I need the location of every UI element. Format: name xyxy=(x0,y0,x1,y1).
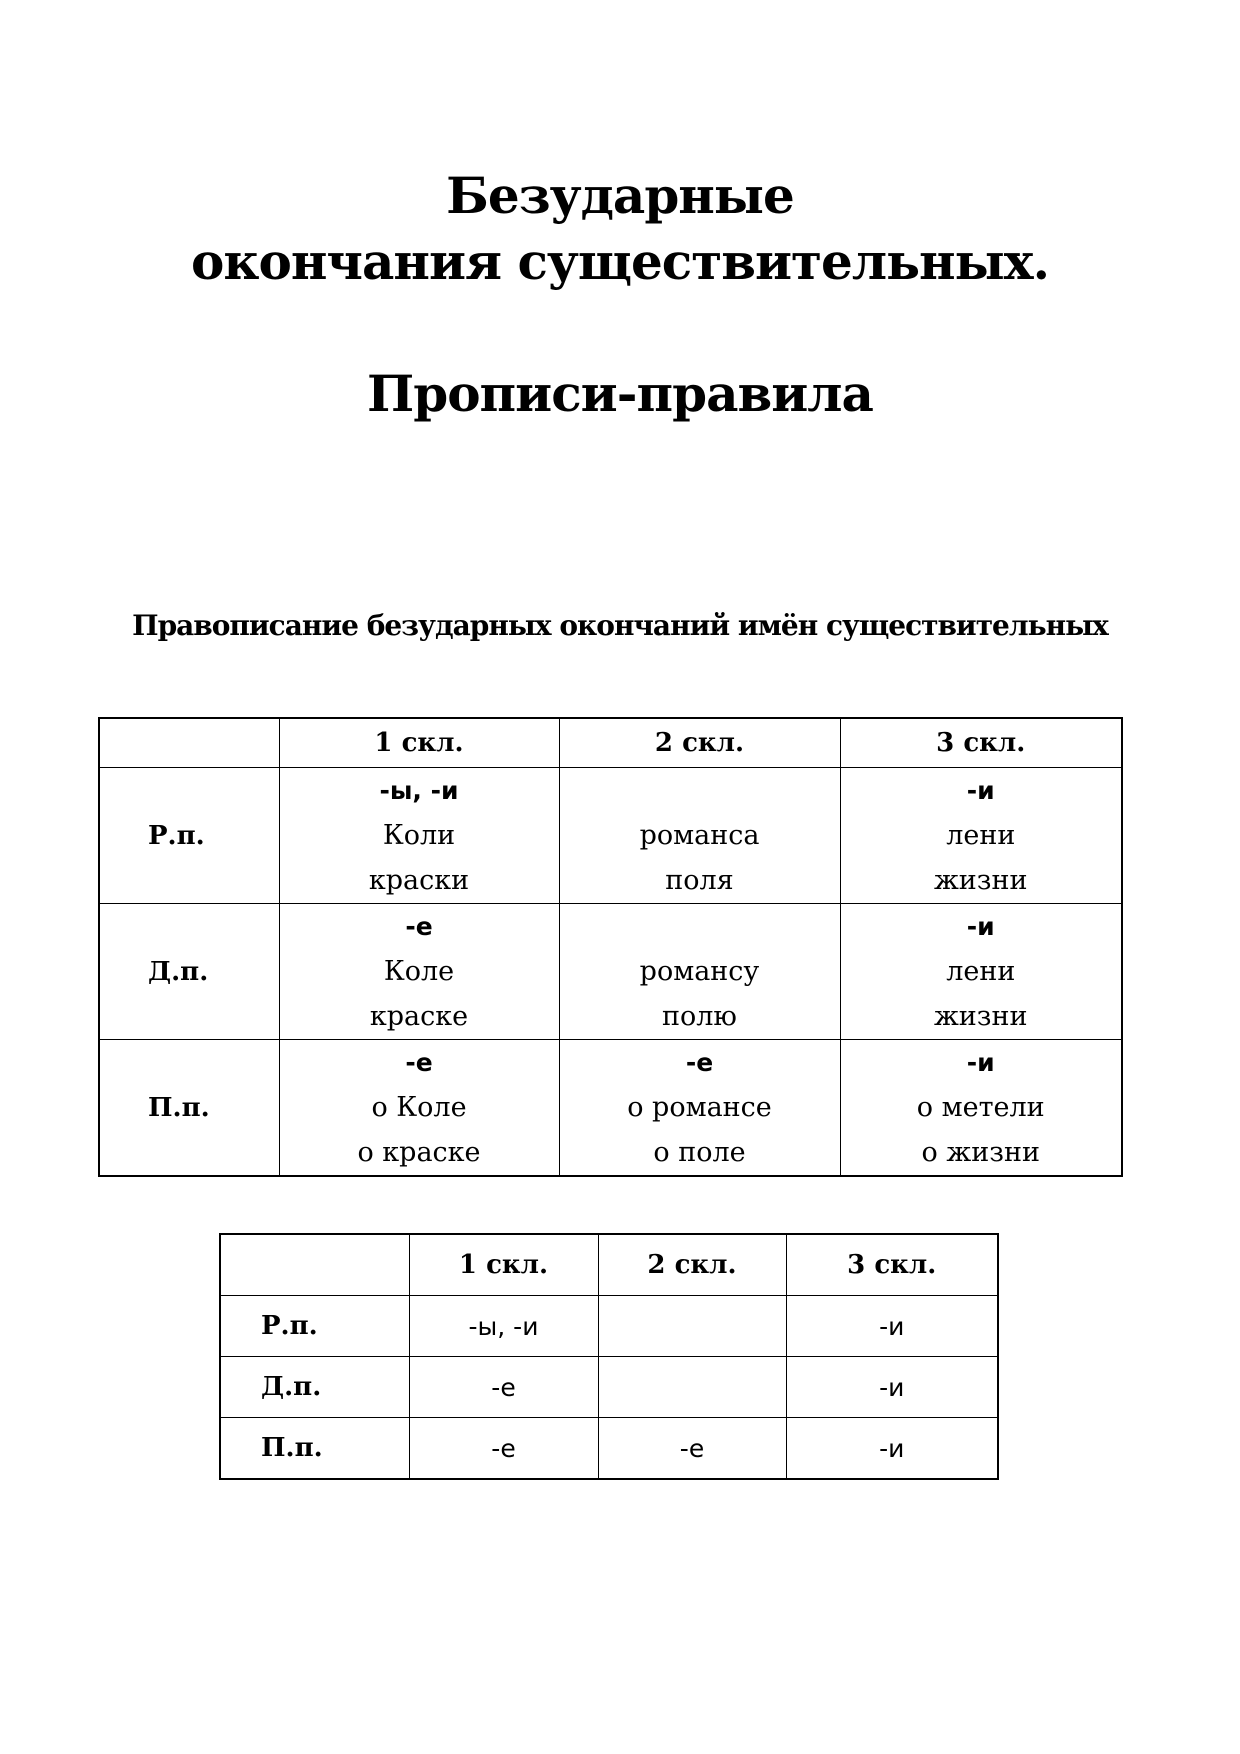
endings-summary-table xyxy=(219,1233,999,1480)
case-label: Р.п. xyxy=(220,1296,409,1357)
example-word: о Коле xyxy=(371,1092,467,1123)
case-label: П.п. xyxy=(99,1040,279,1177)
header-corner xyxy=(99,718,279,768)
ending-cell: -е xyxy=(409,1418,598,1480)
table-header-row xyxy=(99,718,1122,768)
ending-text: -е xyxy=(405,1048,433,1077)
table-cell xyxy=(559,768,840,904)
page-title-line-3: Прописи-правила xyxy=(367,364,873,423)
table-cell xyxy=(279,904,559,1040)
header-declension-2: 2 скл. xyxy=(598,1234,786,1296)
section-subtitle: Правописание безударных окончаний имён существительных xyxy=(132,609,1108,642)
ending-text: -и xyxy=(966,912,995,941)
header-declension-1: 1 скл. xyxy=(409,1234,598,1296)
example-word: лени xyxy=(946,820,1016,851)
example-word: романса xyxy=(639,820,760,851)
header-declension-3: 3 скл. xyxy=(786,1234,998,1296)
ending-cell xyxy=(598,1357,786,1418)
example-word: краске xyxy=(369,1001,469,1032)
example-word: жизни xyxy=(933,1001,1028,1032)
ending-cell: -е xyxy=(598,1418,786,1480)
table-cell xyxy=(840,1040,1122,1177)
example-word: жизни xyxy=(933,865,1028,896)
example-word: о краске xyxy=(357,1137,481,1168)
header-declension-2: 2 скл. xyxy=(559,718,840,768)
example-word: о поле xyxy=(653,1137,746,1168)
header-corner xyxy=(220,1234,409,1296)
page-title-line-2: окончания существительных. xyxy=(191,232,1049,291)
example-word: о романсе xyxy=(627,1092,772,1123)
table-header-row xyxy=(220,1234,998,1296)
table-row-genitive xyxy=(99,768,1122,904)
example-word: лени xyxy=(946,956,1016,987)
declension-examples-table xyxy=(98,717,1123,1177)
ending-text: -и xyxy=(966,1048,995,1077)
header-declension-3: 3 скл. xyxy=(840,718,1122,768)
table-cell xyxy=(840,768,1122,904)
table-cell xyxy=(279,1040,559,1177)
ending-text: -ы, -и xyxy=(379,776,459,805)
example-word: поля xyxy=(665,865,734,896)
ending-cell: -е xyxy=(409,1357,598,1418)
table-row-prepositional xyxy=(99,1040,1122,1177)
table-row-prepositional xyxy=(220,1418,998,1480)
ending-text xyxy=(560,768,840,813)
ending-cell: -и xyxy=(786,1296,998,1357)
case-label: Р.п. xyxy=(99,768,279,904)
example-word: полю xyxy=(662,1001,737,1032)
ending-cell: -ы, -и xyxy=(409,1296,598,1357)
table-cell xyxy=(559,904,840,1040)
ending-text xyxy=(560,904,840,949)
ending-text: -е xyxy=(405,912,433,941)
ending-cell xyxy=(598,1296,786,1357)
ending-text: -е xyxy=(685,1048,714,1077)
table-row-dative xyxy=(220,1357,998,1418)
example-word: Коли xyxy=(382,820,456,851)
case-label: Д.п. xyxy=(220,1357,409,1418)
example-word: романсу xyxy=(639,956,760,987)
page-title-line-1: Безударные xyxy=(446,166,794,225)
table-row-dative xyxy=(99,904,1122,1040)
table-cell xyxy=(279,768,559,904)
example-word: краски xyxy=(368,865,470,896)
case-label: Д.п. xyxy=(99,904,279,1040)
example-word: Коле xyxy=(383,956,455,987)
example-word: о жизни xyxy=(921,1137,1040,1168)
case-label: П.п. xyxy=(220,1418,409,1480)
header-declension-1: 1 скл. xyxy=(279,718,559,768)
table-cell xyxy=(559,1040,840,1177)
ending-cell: -и xyxy=(786,1357,998,1418)
table-row-genitive xyxy=(220,1296,998,1357)
example-word: о метели xyxy=(916,1092,1045,1123)
table-cell xyxy=(840,904,1122,1040)
ending-text: -и xyxy=(966,776,995,805)
ending-cell: -и xyxy=(786,1418,998,1480)
